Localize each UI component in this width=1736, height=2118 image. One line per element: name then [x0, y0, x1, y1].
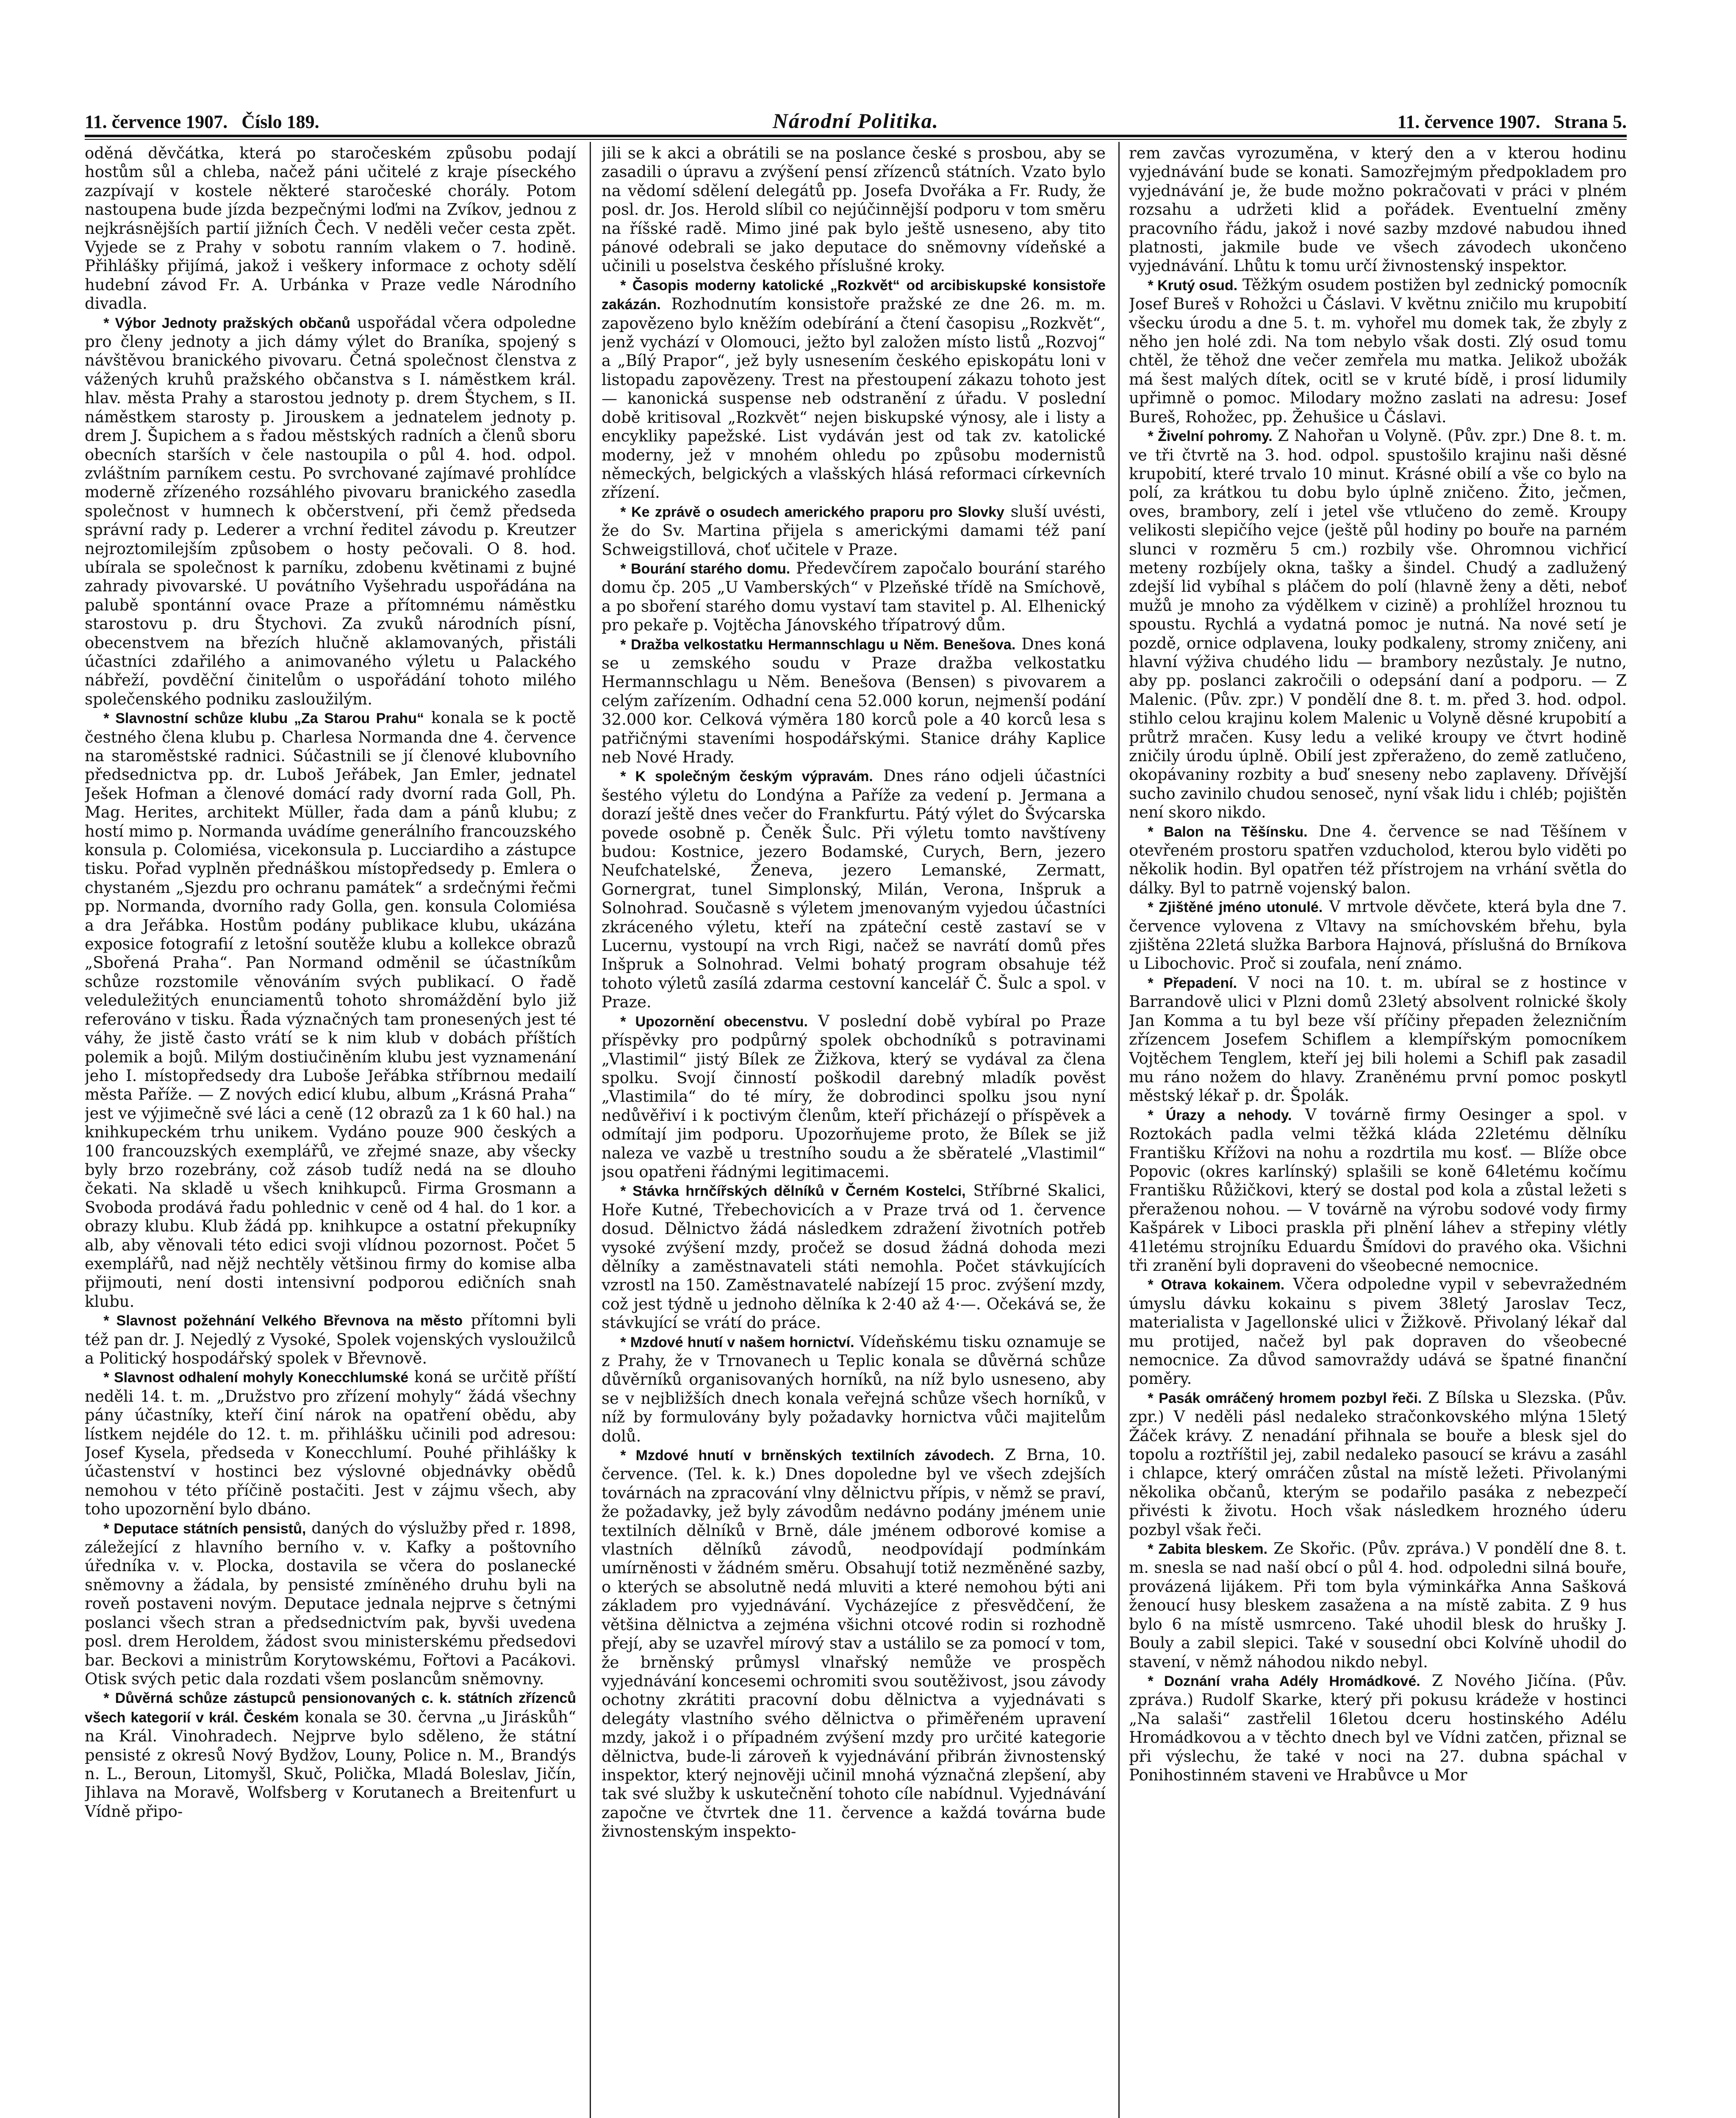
article-text: Vídeňskému tisku oznamuje se z Prahy, že v Trnovanech u Teplic konala se důvěrná schůze důvěrníků organisovaných horníků, na níž bylo usneseno, aby se v nejbližších dnech konala veřejná schůze všech horníků, v níž by formulovány byly požadavky hornictva vůči majitelům dolů. [602, 1332, 1106, 1445]
article-paragraph [85, 709, 576, 1311]
column-divider-2 [1118, 142, 1120, 2118]
article-text: Z Bílska u Slezska. (Pův. zpr.) V neděli pásl nedaleko stračonkovského mlýna 15letý Žáček krávy. Z nenadání přihnala se bouře a blesk sjel do topolu a roztříštil jej, zabil nedaleko pasoucí se krávu a zasáhl i chlapce, který omráčen zůstal na místě ležeti. Přivolanými několika občanů, kterým se podařilo pasáka z nebezpečí přivésti k životu. Hoch však následkem hrozného úderu pozbyl však řeči. [1129, 1388, 1627, 1539]
article-heading: * Mzdové hnutí v brněnských textilních závodech. [620, 1447, 994, 1464]
article-paragraph [602, 144, 1106, 276]
article-heading: * Ke zprávě o osudech amerického praporu pro Slovky [620, 504, 1004, 520]
article-paragraph [1129, 1389, 1627, 1539]
article-text: Dnes koná se u zemského soudu v Praze dražba velkostatku Hermannschlagu u Něm. Benešova (Bensen) s pivovarem a celým zařízením. Odhadní cena 52.000 korun, nejmenší podání 32.000 kor. Celková výměra 180 korců pole a 40 korců lesa s patřičnými staveními hospodářskými. Stanice dráhy Kaplice neb Nové Hrady. [602, 635, 1106, 766]
article-heading: * K společným českým výpravám. [620, 768, 873, 785]
article-text: Dne 4. července se nad Těšínem v otevřeném prostoru spatřen vzducholod, kterou bylo viděti po několik hodin. Byl opatřen též přístrojem na vrhání světla do dálky. Byl to patrně vojenský balon. [1129, 822, 1627, 897]
header-rule [85, 135, 1627, 137]
article-text: Z Brna, 10. července. (Tel. k. k.) Dnes dopoledne byl ve všech zdejších továrnách na zpracování vlny dělnictvu přípis, v němž se praví, že požadavky, jež byly závodům nedávno podány jménem unie textilních dělníků v Brně, dále jménem odborové komise a vlastních dělníků závodů, neodpovídají podmínkám umírněnosti v žádném směru. Obsahují totiž nezměněné sazby, o kterých se absolutně nedá mluviti a které nemohou býti ani základem pro vyjednávání. Vycházejíce z přesvědčení, že většina dělnictva a zejména všichni otcové rodin si rozhodně přejí, aby se uzavřel mírový stav a ustálilo se za pomocí v tom, že brněnský průmysl vlnařský nemůže ve prospěch vyjednávání koncesemi ochromiti svou soutěživost, jsou závody ochotny zkrátiti pracovní dobu dělnictva a vyjednávati s delegáty vlastního svého dělnictva o přiměřeném upravení mzdy, jakož i o případném zvýšení mzdy pro určité kategorie dělnictva, bude-li zároveň k vyjednávání přibrán živnostenský inspektor, který nejnověji učinil mnohá význačná zlepšení, aby tak své služby k uskutečnění tohoto cíle nabídnul. Vyjednávání započne ve čtvrtek dne 11. července a každá továrna bude živnostenským inspekto- [602, 1446, 1106, 1841]
article-paragraph [602, 635, 1106, 767]
column-divider-1 [590, 142, 591, 2118]
article-text: Včera odpoledne vypil v sebevražedném úmyslu dávku kokainu s pivem 38letý Jaroslav Tecz, materialista v Jagellonské ulici v Žižkově. Přivolaný lékař dal mu protijed, načež byl pak dopraven do všeobecné nemocnice. Za důvod samovraždy udává se špatné finanční poměry. [1129, 1275, 1627, 1388]
article-paragraph [1129, 1106, 1627, 1275]
article-text: V noci na 10. t. m. ubíral se z hostince v Barrandově ulici v Plzni domů 23letý absolvent rolnické školy Jan Komma a tu byl beze vší příčiny přepaden železničním zřízencem Josefem Schiflem a klempířským pomocníkem Vojtěchem Tenglem, kteří jej bili holemi a Schifl pak zasadil mu ráno nožem do hlavy. Zraněnému první pomoc poskytl městský lékař p. dr. Špolák. [1129, 973, 1627, 1105]
article-heading: * Slavnost požehnání Velkého Břevnova na město [103, 1313, 463, 1329]
article-paragraph [1129, 1275, 1627, 1388]
article-text: Z Nového Jičína. (Pův. zpráva.) Rudolf Skarke, který při pokusu krádeže v hostinci „Na salaši“ zastřelil 16letou dceru hostinského Adélu Hromádkovou a v těchto dnech byl ve Vídni zatčen, přiznal se při výslechu, že také v noci na 27. dubna spáchal v Ponihostinném staveni ve Hrabůvce u Mor [1129, 1671, 1627, 1784]
article-paragraph [602, 1333, 1106, 1446]
article-paragraph [85, 1311, 576, 1368]
article-paragraph [1129, 1539, 1627, 1672]
article-text: konala se 30. června „u Jiráskůh“ na Král. Vinohradech. Nejprve bylo sděleno, že státní pensisté z okresů Nový Bydžov, Louny, Police n. M., Brandýs n. L., Beroun, Litomyšl, Skuč, Polička, Mladá Boleslav, Jičín, Jihlava na Moravě, Wolfsberg v Korutanech a Breitenfurt u Vídně připo- [85, 1708, 576, 1821]
article-paragraph [85, 313, 576, 709]
article-heading: * Živelní pohromy. [1148, 428, 1273, 445]
article-paragraph [602, 1446, 1106, 1841]
article-paragraph [602, 559, 1106, 635]
article-heading: * Mzdové hnutí v našem hornictví. [620, 1334, 854, 1350]
article-text: Rozhodnutím konsistoře pražské ze dne 26. m. m. zapovězeno bylo kněžím odebírání a čtení časopisu „Rozkvět“, jenž vychází v Olomouci, ježto byl založen místo listů „Rozvoj“ a „Bílý Prapor“, jež byly usnesením českého episkopátu loni v listopadu zapovězeny. Trest na přestoupení zákazu tohoto jest — kanonická suspense neb odstranění z úřadu. V poslední době kritisoval „Rozkvět“ nejen biskupské výnosy, ale i listy a encykliky papežské. List vydáván jest od tak zv. katolické moderny, jež v mnohém ohledu po způsobu modernistů německých, belgických a vlašských hlásá reformaci církevních zřízení. [602, 295, 1106, 502]
article-paragraph [85, 144, 576, 313]
article-paragraph [1129, 276, 1627, 427]
article-text: konala se k poctě čestného člena klubu p. Charlesa Normanda dne 4. července na staroměstské radnici. Súčastnili se jí členové klubovního předsednictva pp. dr. Luboš Jeřábek, Jan Emler, jednatel Ješek Hofman a členové domácí rady dvorní rada Goll, Ph. Mag. Herites, architekt Müller, řada dam a pánů klubu; z hostí mimo p. Normanda uvádíme generálního francouzského konsula p. Colomiésa, vicekonsula p. Lucciardiho a zástupce tisku. Pořad vyplněn přednáškou místopředsedy p. Emlera o chystaném „Sjezdu pro ochranu památek“ a srdečnými řečmi pp. Normanda, dvorního rady Golla, gen. konsula Colomiésa a dra Jeřábka. Hostům podány publikace klubu, ukázána exposice fotografií z letošní soutěže klubu a kollekce obrazů „Sbořená Praha“. Pan Normand odměnil se účastníkům schůze rozstomile věnováním svých publikací. O řadě veleduležitých enunciamentů tohoto shromáždění bylo již referováno v tisku. Řada význačných tam pronesených jest té váhy, že jistě často vrátí se k nim klub v dobách příštích polemik a bojů. Milým dostiučiněním klubu jest vyznamenání jeho I. místopředsedy dra Luboše Jeřábka stříbrnou medailí města Paříže. — Z nových edicí klubu, album „Krásná Praha“ jest ve výjimečně své láci a ceně (12 obrazů za 1 k 60 hal.) na knihkupeckém trhu unikem. Vydáno pouze 900 českých a 100 francouzských exemplářů, ve zřejmé snaze, aby všecky byly brzo rozebrány, což zásob tudíž nedá na se dlouho čekati. Na skladě u všech knihkupců. Firma Grosmann a Svoboda prodává řadu pohlednic v ceně od 4 hal. do 1 kor. a obrazy klubu. Klub žádá pp. knihkupce a ostatní překupníky alb, aby věnovali této edici svoji vlídnou pozornost. Počet 5 exemplářů, nad nějž nechtěly většinou firmy do komise alba přijmouti, není dosti intensivní podporou edičních snah klubu. [85, 709, 576, 1311]
article-column-2 [602, 144, 1106, 2118]
article-text: daných do výslužby před r. 1898, záležející z hlavního berního v. v. Kafky a poštovního úředníka v. v. Plocka, dostavila se včera do poslanecké sněmovny a žádala, by pensisté zmíněného druhu byli na roveň postaveni novým. Deputace jednala nejprve s četnými poslanci všech stran a předsednictvím pak, byvši uvedena posl. drem Heroldem, žádost svou ministerskému předsedovi bar. Beckovi a ministrům Korytowskému, Fořtovi a Pacákovi. Otisk svých petic dala rozdati všem poslancům sněmovny. [85, 1519, 576, 1688]
article-text: Dnes ráno odjeli účastníci šestého výletu do Londýna a Paříže za vedení p. Jermana a dorazí ještě dnes večer do Frankfurtu. Pátý výlet do Švýcarska povede osobně p. Čeněk Šulc. Při výletu tomto navštíveny budou: Kostnice, jezero Bodamské, Curych, Bern, jezero Neufchatelské, Ženeva, jezero Lemanské, Zermatt, Gornergrat, tunel Simplonský, Milán, Verona, Inšpruk a Solnohrad. Současně s výletem jmenovaným vyjedou účastníci zkráceného výletu, kteří na zpáteční cestě zastaví se v Lucernu, vystoupí na vrch Rigi, načež se navrátí domů přes Inšpruk a Solnohrad. Velmi bohatý program obsahuje též tohoto výletů zasílá zdarma cestovní kancelář Č. Šulc a spol. v Praze. [602, 767, 1106, 1012]
newspaper-title: Národní Politika. [772, 109, 939, 133]
article-text: uspořádal včera odpoledne pro členy jednoty a jich dámy výlet do Braníka, spojený s návštěvou branického pivovaru. Četná společnost členstva z vážených kruhů pražského občanstva s I. náměstkem král. hlav. města Prahy a starostou jednoty p. drem Štychem, s II. náměstkem starosty p. Jirouskem a jednatelem jednoty p. drem J. Šupichem a s řadou městských radních a členů sboru obecních starších v čele nastoupila o půl 4. hod. odpol. zvláštním parníkem cestu. Po svrchované zajímavé prohlídce moderně zřízeného rozsáhlého pivovaru branického zasedla společnost v humnech k občerstvení, při čemž předseda správní rady p. Lederer a vrchní ředitel závodu p. Kreutzer nejroztomilejším způsobem o hosty pečovali. O 8. hod. ubírala se společnost k parníku, zdobenu květinami z bujné zahrady pivovarské. U povátního Vyšehradu uspořádána na palubě spontánní ovace Praze a přítomnému náměstku starostovu p. dru Štychovi. Za zvuků národních písní, obecenstvem na březích hlučně aklamovaných, přistáli účastníci zdařilého a animovaného výletu u Palackého nábřeží, povděční činitelům o uspořádání tohoto milého společenského podniku zasloužilým. [85, 313, 576, 708]
article-paragraph [85, 1519, 576, 1689]
article-paragraph [602, 767, 1106, 1012]
article-paragraph [602, 1012, 1106, 1182]
article-paragraph [602, 1181, 1106, 1332]
article-heading: * Slavnostní schůze klubu „Za Starou Prahu“ [103, 710, 424, 727]
article-heading: * Pasák omráčený hromem pozbyl řeči. [1148, 1390, 1422, 1406]
article-text: V mrtvole děvčete, která byla dne 7. července vylovena z Vltavy na smíchovském břehu, byla zjištěna 22letá služka Barbora Hajnová, příslušná do Brníkova u Libochovic. Proč si zoufala, není známo. [1129, 898, 1627, 973]
article-paragraph [1129, 1672, 1627, 1785]
article-heading: * Balon na Těšínsku. [1148, 823, 1308, 840]
article-paragraph [1129, 427, 1627, 822]
article-column-1 [85, 144, 576, 2118]
article-column-3 [1129, 144, 1627, 2118]
article-paragraph [1129, 973, 1627, 1106]
masthead [85, 102, 1627, 131]
article-text: koná se určitě příští neděli 14. t. m. „Družstvo pro zřízení mohyly“ žádá všechny pány účastníky, kteří činí nárok na opatření obědu, aby lístkem nejdéle do 12. t. m. přihlášku učinili pod adresou: Josef Kysela, předseda v Konecchlumí. Pouhé přihlášky k účastenství v hostinci bez výslovné objednávky obědů nemohou v této příčině postačiti. Jest v zájmu všech, aby toho upozornění bylo dbáno. [85, 1368, 576, 1519]
article-text: Těžkým osudem postižen byl zednický pomocník Josef Bureš v Rohožci u Čáslavi. V květnu zničilo mu krupobití všecku úrodu a dne 5. t. m. vyhořel mu domek tak, že zbyly z něho jen holé zdi. Na tom nebylo však dosti. Zlý osud tomu chtěl, že těhož dne večer zemřela mu matka. Jelikož ubožák má šest malých dítek, ocitl se v kruté bídě, i prosí lidumily upřimně o pomoc. Milodary možno zaslati na adresu: Josef Bureš, Rohožec, pp. Žehušice u Čáslavi. [1129, 275, 1627, 426]
article-heading: * Otrava kokainem. [1148, 1277, 1285, 1293]
article-heading: * Důvěrná schůze zástupců pensionovaných c. k. státních zřízenců všech kategorií v král. Českém [85, 1690, 576, 1726]
article-heading: * Časopis moderny katolické „Rozkvět“ od arcibiskupské konsistoře zakázán. [602, 277, 1106, 313]
article-paragraph [1129, 898, 1627, 973]
article-heading: * Dražba velkostatku Hermannschlagu u Něm. Benešova. [620, 636, 1016, 653]
article-heading: * Stávka hrnčířských dělníků v Černém Kostelci, [620, 1183, 966, 1200]
header-date-page: 11. července 1907. Strana 5. [1397, 111, 1627, 132]
article-text: přítomni byli též pan dr. J. Nejedlý z Vysoké, Spolek vojenských vysloužilců a Politický hospodářský spolek v Břevnově. [85, 1311, 576, 1367]
article-text: Stříbrné Skalici, Hoře Kutné, Třebechovicích a v Praze trvá od 1. července dosud. Dělnictvo žádá následkem zdražení životních potřeb vysoké zvýšení mzdy, pročež se dosud žádná dohoda mezi dělníky a zaměstnavateli státi nemohla. Počet stávkujících vzrostl na 150. Zaměstnavatelé nabízejí 15 proc. zvýšení mzdy, což jest týdně u jednoho dělníka k 2·40 až 4·—. Očekává se, že stávkující se vrátí do práce. [602, 1181, 1106, 1332]
article-paragraph [602, 276, 1106, 502]
article-text: V továrně firmy Oesinger a spol. v Roztokách padla velmi těžká kláda 22letému dělníku Františku Křížovi na nohu a rozdrtila mu kosť. — Blíže obce Popovic (okres karlínský) splašili se koně 64letému kočímu Františku Růžičkovi, který se dostal pod kola a zůstal ležeti s přeraženou nohou. — V továrně na výrobu sodové vody firmy Kašpárek v Liboci praskla při plnění láhev a střepiny vlétly 41letému strojníku Eduardu Šmídovi do pravého oka. Všichni tři zranění byli dopraveni do všeobecné nemocnice. [1129, 1105, 1627, 1275]
article-heading: * Krutý osud. [1148, 277, 1238, 294]
article-paragraph [85, 1368, 576, 1519]
header-rule-thin [85, 139, 1627, 140]
article-text: oděná děvčátka, která po staročeském způsobu podají hostům sůl a chleba, načež páni učitelé z kraje píseckého zazpívají v kostele některé staročeské chorály. Potom nastoupena bude jízda bezpečnými loďmi na Zvíkov, jednou z nejkrásnějších partií jižních Čech. V neděli večer cesta zpět. Vyjede se z Prahy v sobotu ranním vlakem o 7. hodině. Přihlášky přijímá, jakož i veškery informace z ochoty sdělí hudební závod Fr. A. Urbánka v Praze vedle Národního divadla. [85, 144, 576, 313]
article-heading: * Doznání vraha Adély Hromádkové. [1148, 1673, 1420, 1689]
article-heading: * Zjištěné jméno utonulé. [1148, 899, 1323, 916]
article-text: sluší uvésti, že do Sv. Martina přijela s americkými damami též paní Schweigstillová, choť učitele v Praze. [602, 502, 1106, 559]
header-date-issue: 11. července 1907. Číslo 189. [85, 111, 319, 132]
article-text: V poslední době vybíral po Praze příspěvky pro podpůrný spolek obchodníků s potravinami „Vlastimil“ jistý Bílek ze Žižkova, který se vydával za člena spolku. Svojí činností poškodil darebný mladík pověst „Vlastimila“ do té míry, že dobrodinci spolku jsou nyní nedůvěřiví i k poctivým členům, kteří přicházejí o příspěvek a odmítají jim podporu. Upozorňujeme proto, že Bílek se již naleza ve vazbě u trestního soudu a že sběratelé „Vlastimil“ jsou opatřeni řádnými legitimacemi. [602, 1012, 1106, 1181]
article-heading: * Výbor Jednoty pražských občanů [103, 315, 351, 331]
article-text: Předevčírem započalo bourání starého domu čp. 205 „U Vamberských“ v Plzeňské třídě na Smíchově, a po sboření starého domu vystaví tam stavitel p. Al. Elhenický pro pekaře p. Vojtěcha Jánovského třípatrový dům. [602, 559, 1106, 635]
article-text: Z Nahořan u Volyně. (Pův. zpr.) Dne 8. t. m. ve tři čtvrtě na 3. hod. odpol. spustošilo krajinu naši děsné krupobití, které trvalo 10 minut. Krásné obilí a vše co bylo na polí, za krátkou tu dobu bylo úplně zničeno. Žito, ječmen, oves, brambory, zelí i jetel vše vtlučeno do země. Kroupy velikosti slepičího vejce (ještě půl hodiny po bouře na parném slunci v rozměru 5 cm.) rozbily vše. Ohromnou vichřicí meteny rozbíjely okna, tašky a šindel. Chudý a zadlužený zdejší lid vybíhal s pláčem do polí (hlavně ženy a děti, neboť mužů je mnoho za výdělkem v cizině) a prohlížel hroznou tu spoustu. Rychlá a vydatná pomoc je nutná. Na nové setí je pozdě, ornice odplavena, louky podkaleny, stromy zničeny, ani hlavní výživa chudého lidu — brambory nezůstaly. Je nutno, aby pp. poslanci zakročili o odepsání daní a podporu. — Z Malenic. (Pův. zpr.) V pondělí dne 8. t. m. před 3. hod. odpol. stihlo celou krajinu kolem Malenic u Volyně děsné krupobití a průtrž mračen. Kusy ledu a veliké kroupy ve čtvrt hodině zničily úrodu úplně. Obilí jest zpřeraženo, do země zatlučeno, okopávaniny rozbity a buď sneseny nebo zaplaveny. Dřívější sucho zavinilo chudou senoseč, nyní však lidu i chléb; pojištěn není skoro nikdo. [1129, 427, 1627, 822]
article-text: Ze Skořic. (Pův. zpráva.) V pondělí dne 8. t. m. snesla se nad naší obcí o půl 4. hod. odpoledni silná bouře, provázená lijákem. Při tom byla výminkářka Anna Sašková ženoucí husy bleskem zasažena a na místě zabita. Z 9 hus bylo 6 na místě usmrceno. Také uhodil blesk do hrušky J. Bouly a zabil slepici. Také v sousední obci Kolvíně uhodil do stavení, v němž náhodou nikdo nebyl. [1129, 1539, 1627, 1671]
article-heading: * Upozornění obecenstvu. [620, 1013, 808, 1030]
article-text: rem zavčas vyrozuměna, v který den a v kterou hodinu vyjednávání bude se konati. Samozřejmým předpokladem pro vyjednávání je, že bude možno pokračovati v práci v plném rozsahu a udržeti klid a pořádek. Eventuelní změny pracovního řádu, jakož i nové sazby mzdové nabudou ihned platnosti, jakmile bude ve všech závodech ukončeno vyjednávání. Lhůtu k tomu určí živnostenský inspektor. [1129, 144, 1627, 275]
article-heading: * Deputace státních pensistů, [103, 1520, 306, 1537]
article-paragraph [1129, 822, 1627, 898]
article-heading: * Zabita bleskem. [1148, 1541, 1268, 1558]
article-heading: * Úrazy a nehody. [1148, 1107, 1292, 1123]
article-heading: * Slavnost odhalení mohyly Konecchlumské [103, 1369, 409, 1386]
article-heading: * Bourání starého domu. [620, 560, 790, 577]
article-paragraph [1129, 144, 1627, 276]
article-heading: * Přepadení. [1148, 975, 1237, 991]
article-text: jili se k akci a obrátili se na poslance české s prosbou, aby se zasadili o úpravu a zvýšení pensí zřízenců státních. Vzato bylo na vědomí sdělení delegátů pp. Josefa Dvořáka a Fr. Rudy, že posl. dr. Jos. Herold slíbil co nejúčinnější podporu v tom směru na říšské radě. Mimo jiné pak bylo ještě usneseno, aby tito pánové odebrali se jako deputace do sněmovny vídeňské a učinili u poselstva českého příslušné kroky. [602, 144, 1106, 275]
article-paragraph [602, 502, 1106, 559]
article-paragraph [85, 1688, 576, 1821]
